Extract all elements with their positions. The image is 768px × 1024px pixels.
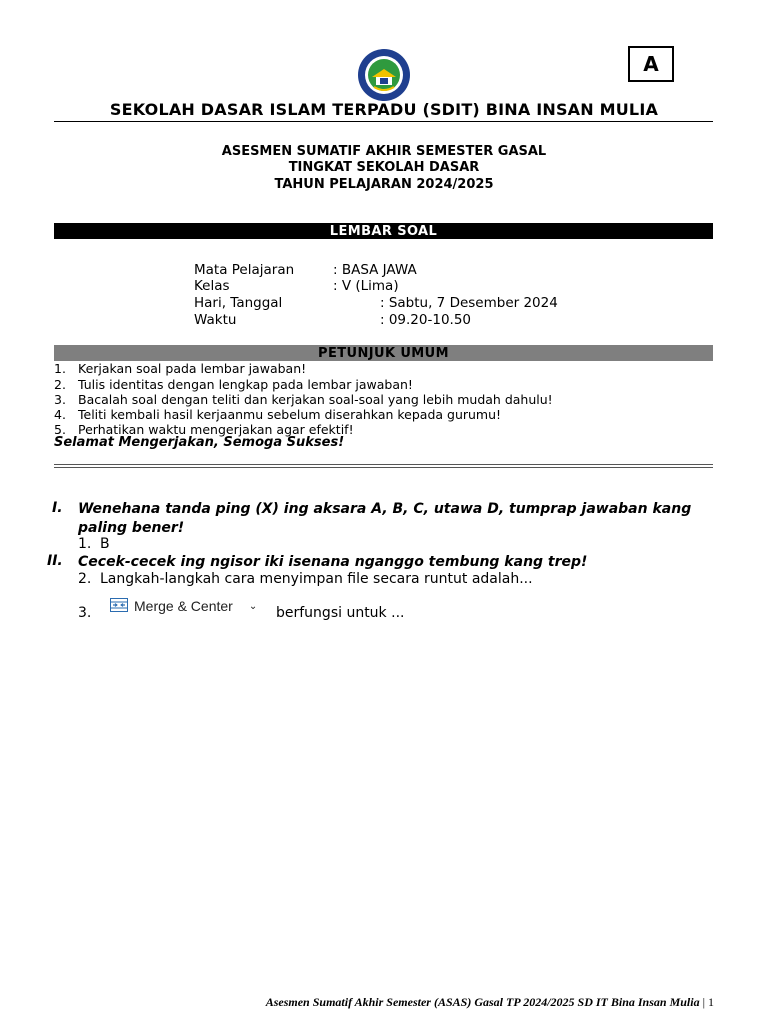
closing-message: Selamat Mengerjakan, Semoga Sukses!: [54, 435, 345, 450]
info-label-date: Hari, Tanggal: [194, 295, 283, 311]
section-instruction-2: Cecek-cecek ing ngisor iki isenana nganggo tembung kang trep!: [78, 554, 588, 570]
instruction-text: Teliti kembali hasil kerjaanmu sebelum diserahkan kepada gurumu!: [78, 407, 502, 422]
question-3-number: 3.: [78, 605, 92, 621]
version-box: [628, 46, 674, 82]
instruction-item: [54, 361, 306, 376]
instructions-title-band: [54, 345, 713, 361]
instruction-item: [54, 377, 413, 392]
footer-text: Asesmen Sumatif Akhir Semester (ASAS) Gasal TP 2024/2025 SD IT Bina Insan Mulia: [265, 995, 700, 1009]
question-1-number: 1.: [78, 536, 92, 552]
instruction-num: 3.: [54, 392, 66, 407]
question-2-text: Langkah-langkah cara menyimpan file secara runtut adalah...: [100, 571, 533, 587]
exam-title-line3: TAHUN PELAJARAN 2024/2025: [274, 177, 494, 192]
info-label-class: Kelas: [194, 278, 230, 294]
merge-center-label: Merge & Center: [134, 598, 233, 614]
header-rule: [54, 121, 713, 122]
exam-title-line2: TINGKAT SEKOLAH DASAR: [288, 160, 480, 175]
school-logo: [352, 47, 416, 103]
instruction-num: 4.: [54, 407, 66, 422]
section-number-1: I.: [52, 500, 63, 516]
merge-center-icon: [110, 598, 128, 615]
instruction-text: Kerjakan soal pada lembar jawaban!: [78, 361, 307, 376]
instruction-text: Bacalah soal dengan teliti dan kerjakan soal-soal yang lebih mudah dahulu!: [78, 392, 553, 407]
question-1-text: B: [100, 536, 110, 552]
info-value-date: : Sabtu, 7 Desember 2024: [380, 295, 558, 311]
section-instruction-1: Wenehana tanda ping (X) ing aksara A, B, C, utawa D, tumprap jawaban kang paling bener!: [78, 501, 692, 536]
section-number-2: II.: [47, 553, 63, 569]
info-value-time: : 09.20-10.50: [380, 312, 472, 328]
instruction-num: 1.: [54, 361, 66, 376]
sheet-label-band: [54, 223, 713, 239]
school-name: SEKOLAH DASAR ISLAM TERPADU (SDIT) BINA INSAN MULIA: [109, 100, 659, 119]
merge-center-image: [110, 598, 257, 614]
info-value-class: : V (Lima): [333, 278, 399, 294]
info-label-time: Waktu: [194, 312, 237, 328]
question-2-number: 2.: [78, 571, 92, 587]
info-label-subject: Mata Pelajaran: [194, 262, 295, 278]
instruction-item: [54, 392, 553, 407]
page-footer: [266, 995, 714, 1010]
chevron-down-icon: ⌄: [248, 600, 258, 612]
question-3-text: berfungsi untuk ...: [276, 605, 405, 621]
section-divider: [54, 464, 713, 468]
instruction-text: Tulis identitas dengan lengkap pada lembar jawaban!: [78, 377, 413, 392]
exam-title-line1: ASESMEN SUMATIF AKHIR SEMESTER GASAL: [221, 144, 547, 159]
instruction-text: Perhatikan waktu mengerjakan agar efektif!: [78, 422, 354, 437]
instructions-title: PETUNJUK UMUM: [318, 345, 449, 361]
version-label: A: [643, 52, 659, 76]
info-value-subject: : BASA JAWA: [333, 262, 417, 278]
instruction-num: 5.: [54, 422, 66, 437]
page-number: | 1: [702, 995, 714, 1009]
instruction-num: 2.: [54, 377, 66, 392]
instruction-item: [54, 407, 501, 422]
sheet-label: LEMBAR SOAL: [329, 223, 438, 239]
